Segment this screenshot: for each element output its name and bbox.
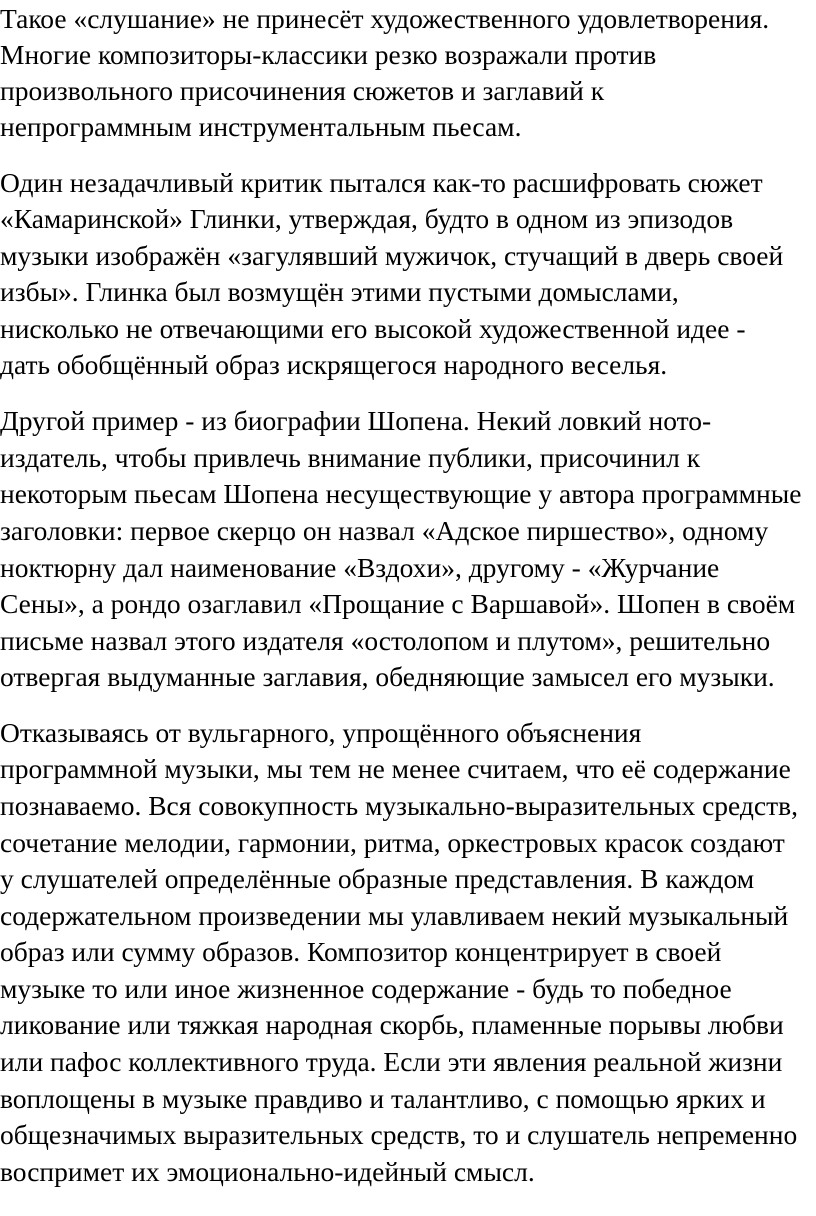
text-line: у слушателей определённые образные представления. В каждом bbox=[0, 863, 755, 894]
text-line: музыке то или иное жизненное содержание - будь то победное bbox=[0, 973, 732, 1004]
text-line: сочетание мелодии, гармонии, ритма, оркестровых красок создают bbox=[0, 827, 785, 858]
text-line: непрограммным инструментальным пьесам. bbox=[0, 111, 522, 142]
text-line: воплощены в музыке правдиво и талантливо, с помощью ярких и bbox=[0, 1083, 766, 1114]
text-line: произвольного присочинения сюжетов и заглавий к bbox=[0, 75, 605, 106]
text-line: нисколько не отвечающими его высокой художественной идее - bbox=[0, 313, 746, 344]
text-line: Такое «слушание» не принесёт художественного удовлетворения. bbox=[0, 3, 770, 34]
text-line: музыки изображён «загулявший мужичок, стучащий в дверь своей bbox=[0, 240, 784, 271]
text-line: общезначимых выразительных средств, то и слушатель непременно bbox=[0, 1119, 798, 1150]
text-line: ликование или тяжкая народная скорбь, пламенные порывы любви bbox=[0, 1009, 784, 1040]
text-line: Отказываясь от вульгарного, упрощённого объяснения bbox=[0, 717, 642, 748]
text-line: дать обобщённый образ искрящегося народного веселья. bbox=[0, 349, 668, 380]
text-line: образ или сумму образов. Композитор концентрирует в своей bbox=[0, 936, 722, 967]
text-line: отвергая выдуманные заглавия, обедняющие замысел его музыки. bbox=[0, 661, 775, 692]
text-line: содержательном произведении мы улавливаем некий музыкальный bbox=[0, 900, 789, 931]
text-line: Сены», а рондо озаглавил «Прощание с Варшавой». Шопен в своём bbox=[0, 588, 796, 619]
text-line: письме назвал этого издателя «остолопом и плутом», решительно bbox=[0, 625, 771, 656]
text-line: Один незадачливый критик пытался как-то расшифровать сюжет bbox=[0, 167, 763, 198]
text-line: некоторым пьесам Шопена несуществующие у автора программные bbox=[0, 478, 802, 509]
text-line: ноктюрну дал наименование «Вздохи», другому - «Журчание bbox=[0, 552, 720, 583]
text-line: программной музыки, мы тем не менее считаем, что её содержание bbox=[0, 753, 791, 784]
text-line: воспримет их эмоционально-идейный смысл. bbox=[0, 1156, 535, 1187]
text-line: «Камаринской» Глинки, утверждая, будто в одном из эпизодов bbox=[0, 203, 734, 234]
text-line: заголовки: первое скерцо он назвал «Адское пиршество», одному bbox=[0, 515, 769, 546]
text-line: Другой пример - из биографии Шопена. Некий ловкий ното- bbox=[0, 405, 712, 436]
text-line: познаваемо. Вся совокупность музыкально-выразительных средств, bbox=[0, 790, 798, 821]
text-line: издатель, чтобы привлечь внимание публики, присочинил к bbox=[0, 442, 701, 473]
text-line: избы». Глинка был возмущён этими пустыми домыслами, bbox=[0, 276, 679, 307]
text-line: Многие композиторы-классики резко возражали против bbox=[0, 39, 657, 70]
text-line: или пафос коллективного труда. Если эти явления реальной жизни bbox=[0, 1046, 783, 1077]
